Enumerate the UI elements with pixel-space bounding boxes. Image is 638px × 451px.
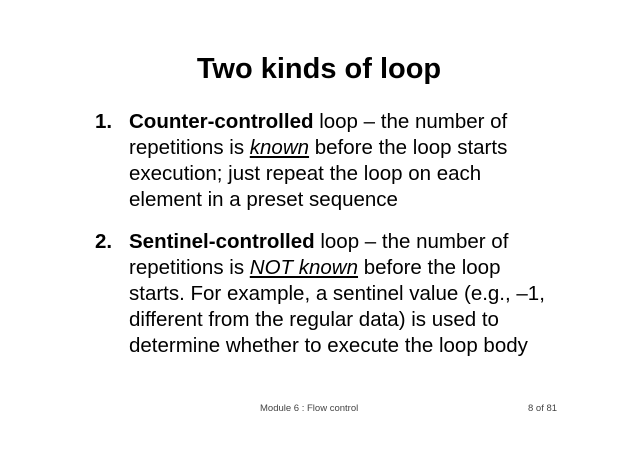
list-item-counter-controlled [95,109,595,213]
item-line-5: determine whether to execute the loop body [129,334,528,357]
item-line-2-after: before the loop [358,256,501,279]
item-line-2-before: repetitions is [129,136,250,159]
item-line-3: starts. For example, a sentinel value (e.g., –1, [129,282,545,305]
item-term: Sentinel-controlled [129,230,315,253]
item-line-4: different from the regular data) is used to [129,308,499,331]
item-line-2 [95,135,595,161]
item-term: Counter-controlled [129,110,314,133]
item-emphasis-known: known [249,136,310,159]
item-line-1 [95,109,595,135]
item-line-2-before: repetitions is [129,256,250,279]
item-line-1-text: loop – the number of [314,230,509,253]
item-number: 1. [95,110,113,133]
footer-page-number: 8 of 81 [528,403,558,414]
item-line-2-after: before the loop starts [309,136,508,159]
item-emphasis-not-known: NOT known [249,256,359,279]
item-number: 2. [95,230,113,253]
item-line-4: element in a preset sequence [129,188,398,211]
item-line-1 [95,229,595,255]
footer-module-label: Module 6 : Flow control [260,403,359,414]
list-item-sentinel-controlled [95,229,595,359]
slide-title: Two kinds of loop [196,53,442,85]
item-line-3: execution; just repeat the loop on each [129,162,482,185]
item-line-2 [95,255,595,281]
item-line-1-text: loop – the number of [313,110,508,133]
